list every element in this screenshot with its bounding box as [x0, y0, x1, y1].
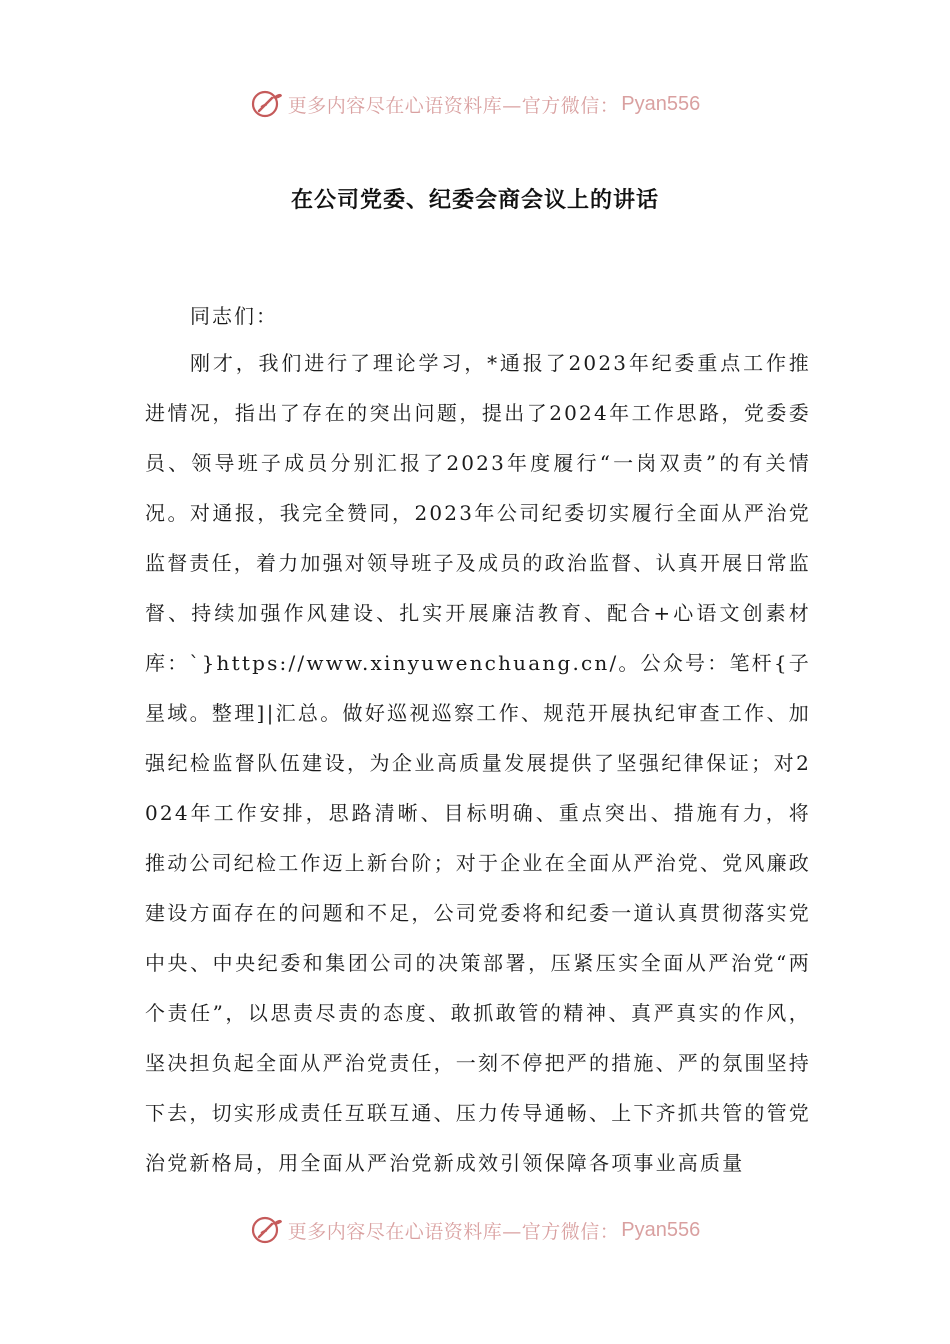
quill-pen-logo-icon [250, 87, 284, 121]
watermark-wechat-id: Pyan556 [621, 92, 701, 115]
footer-watermark [0, 1210, 950, 1250]
document-title: 在公司党委、纪委会商会议上的讲话 [290, 188, 659, 213]
watermark-wechat-id: Pyan556 [621, 1218, 701, 1241]
watermark-text: 更多内容尽在心语资料库—官方微信： [287, 94, 620, 117]
header-watermark [0, 84, 950, 124]
watermark-text: 更多内容尽在心语资料库—官方微信： [287, 1220, 620, 1243]
salutation: 同志们： [190, 304, 278, 328]
body-paragraph: 刚才，我们进行了理论学习，*通报了2023年纪委重点工作推进情况，指出了存在的突出问题，提出了2024年工作思路，党委委员、领导班子成员分别汇报了2023年度履行“一岗双责”的有关情况。对通报，我完全赞同，2023年公司纪委切实履行全面从严治党监督责任，着力加强对领导班子及成员的政治监督、认真开展日常监督、持续加强作风建设、扎实开展廉洁教育、配合+心语文创素材库：`}https://www.xinyuwenchuang.cn/。公众号：笔杆{子星域。整理]|汇总。做好巡视巡察工作、规范开展执纪审查工作、加强纪检监督队伍建设，为企业高质量发展提供了坚强纪律保证；对2024年工作安排，思路清晰、目标明确、重点突出、措施有力，将推动公司纪检工作迈上新台阶；对于企业在全面从严治党、党风廉政建设方面存在的问题和不足，公司党委将和纪委一道认真贯彻落实党中央、中央纪委和集团公司的决策部署，压紧压实全面从严治党“两个责任”，以思责尽责的态度、敢抓敢管的精神、真严真实的作风，坚决担负起全面从严治党责任，一刻不停把严的措施、严的氛围坚持下去，切实形成责任互联互通、压力传导通畅、上下齐抓共管的管党治党新格局，用全面从严治党新成效引领保障各项事业高质量 [145, 351, 811, 1175]
quill-pen-logo-icon [250, 1213, 284, 1247]
